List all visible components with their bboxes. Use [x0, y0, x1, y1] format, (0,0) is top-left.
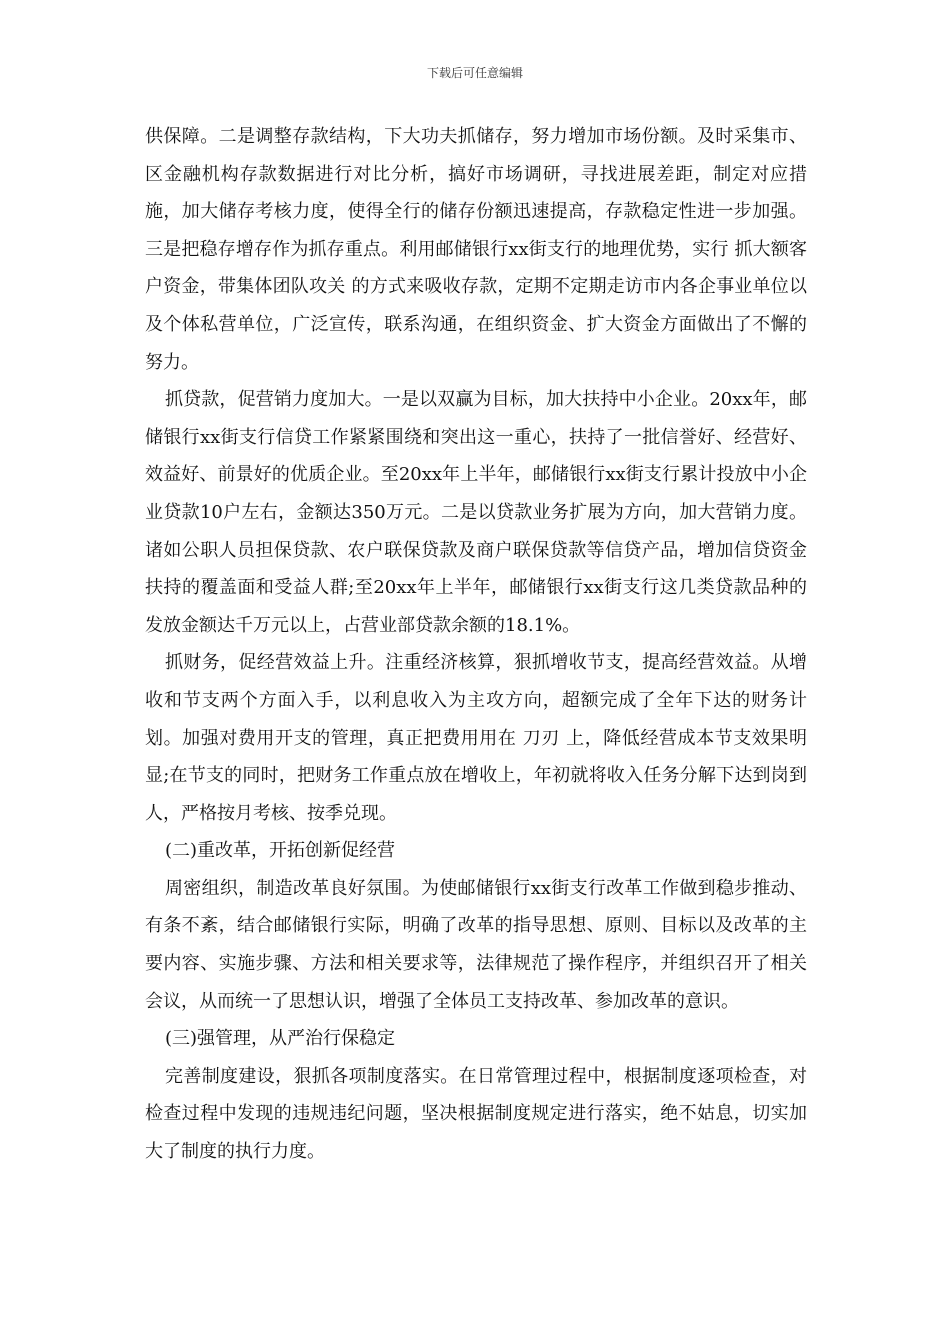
paragraph-management: 完善制度建设，狠抓各项制度落实。在日常管理过程中，根据制度逐项检查，对检查过程中发现的违规违纪问题，坚决根据制度规定进行落实，绝不姑息，切实加大了制度的执行力度。 — [145, 1065, 807, 1163]
paragraph-loans: 抓贷款，促营销力度加大。一是以双赢为目标，加大扶持中小企业。20xx年，邮储银行xx街支行信贷工作紧紧围绕和突出这一重心，扶持了一批信誉好、经营好、效益好、前景好的优质企业。至20xx年上半年，邮储银行xx街支行累计投放中小企业贷款10户左右，金额达350万元。二是以贷款业务扩展为方向，加大营销力度。诸如公职人员担保贷款、农户联保贷款及商户联保贷款等信贷产品，增加信贷资金扶持的覆盖面和受益人群;至20xx年上半年，邮储银行xx街支行这几类贷款品种的发放金额达千万元以上，占营业部贷款余额的18.1%。 — [145, 389, 807, 636]
paragraph-reform: 周密组织，制造改革良好氛围。为使邮储银行xx街支行改革工作做到稳步推动、有条不紊，结合邮储银行实际，明确了改革的指导思想、原则、目标以及改革的主要内容、实施步骤、方法和相关要求等，法律规范了操作程序，并组织召开了相关会议，从而统一了思想认识，增强了全体员工支持改革、参加改革的意识。 — [145, 877, 807, 1012]
paragraph-finance: 抓财务，促经营效益上升。注重经济核算，狠抓增收节支，提高经营效益。从增收和节支两个方面入手，以利息收入为主攻方向，超额完成了全年下达的财务计划。加强对费用开支的管理，真正把费用用在 刀刃 上，降低经营成本节支效果明显;在节支的同时，把财务工作重点放在增收上，年初就将收入任务分解下达到岗到人，严格按月考核、按季兑现。 — [145, 652, 807, 824]
page-header: 下载后可任意编辑 — [426, 66, 523, 80]
document-body — [145, 118, 807, 1171]
section-heading-management: (三)强管理，从严治行保稳定 — [165, 1028, 396, 1050]
section-heading-reform: (二)重改革，开拓创新促经营 — [165, 840, 396, 862]
paragraph-deposit: 供保障。二是调整存款结构，下大功夫抓储存，努力增加市场份额。及时采集市、区金融机构存款数据进行对比分析，搞好市场调研，寻找进展差距，制定对应措施，加大储存考核力度，使得全行的储存份额迅速提高，存款稳定性进一步加强。三是把稳存增存作为抓存重点。利用邮储银行xx街支行的地理优势，实行 抓大额客户资金，带集体团队攻关 的方式来吸收存款，定期不定期走访市内各企事业单位以及个体私营单位，广泛宣传，联系沟通，在组织资金、扩大资金方面做出了不懈的努力。 — [145, 126, 807, 373]
